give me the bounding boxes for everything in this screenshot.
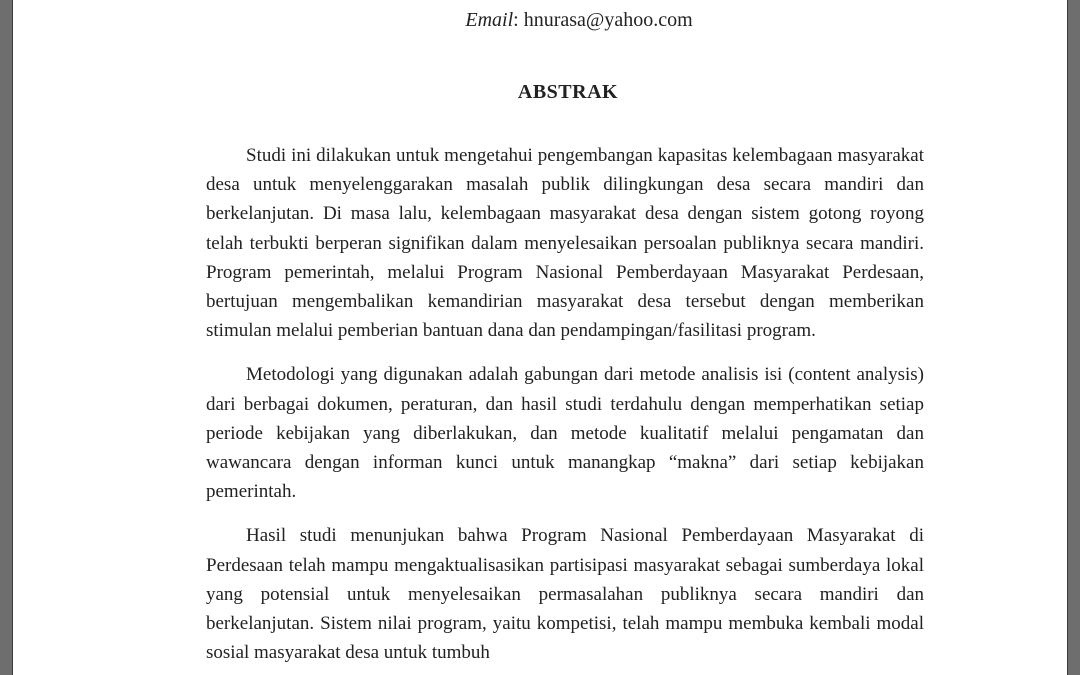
email-address: hnurasa@yahoo.com <box>523 9 693 31</box>
abstract-paragraph: Metodologi yang digunakan adalah gabungan dari metode analisis isi (content analysis) dari berbagai dokumen, peraturan, dan hasil studi terdahulu dengan memperhatikan setiap periode kebijakan yang diberlakukan, dan metode kualitatif melalui pengamatan dan wawancara dengan informan kunci untuk manangkap “makna” dari setiap kebijakan pemerintah. <box>206 364 924 503</box>
abstract-paragraph: Studi ini dilakukan untuk mengetahui pengembangan kapasitas kelembagaan masyarakat desa untuk menyelenggarakan masalah publik dilingkungan desa secara mandiri dan berkelanjutan. Di masa lalu, kelembagaan masyarakat desa dengan sistem gotong royong telah terbukti berperan signifikan dalam menyelesaikan persoalan publiknya secara mandiri. Program pemerintah, melalui Program Nasional Pemberdayaan Masyarakat Perdesaan, bertujuan mengembalikan kemandirian masyarakat desa tersebut dengan memberikan stimulan melalui pemberian bantuan dana dan pendampingan/fasilitasi program. <box>206 145 924 342</box>
email-label: Email <box>465 9 514 31</box>
email-separator: : <box>513 9 524 31</box>
abstract-paragraph: Hasil studi menunjukan bahwa Program Nasional Pemberdayaan Masyarakat di Perdesaan telah mampu mengaktualisasikan partisipasi masyarakat sebagai sumberdaya lokal yang potensial untuk menyelesaikan permasalahan publiknya secara mandiri dan berkelanjutan. Sistem nilai program, yaitu kompetisi, telah mampu membuka kembali modal sosial masyarakat desa untuk tumbuh <box>206 525 924 664</box>
document-page <box>12 0 1068 675</box>
abstract-body <box>206 141 924 675</box>
abstract-heading: ABSTRAK <box>517 81 619 103</box>
author-email-line <box>13 6 1068 34</box>
